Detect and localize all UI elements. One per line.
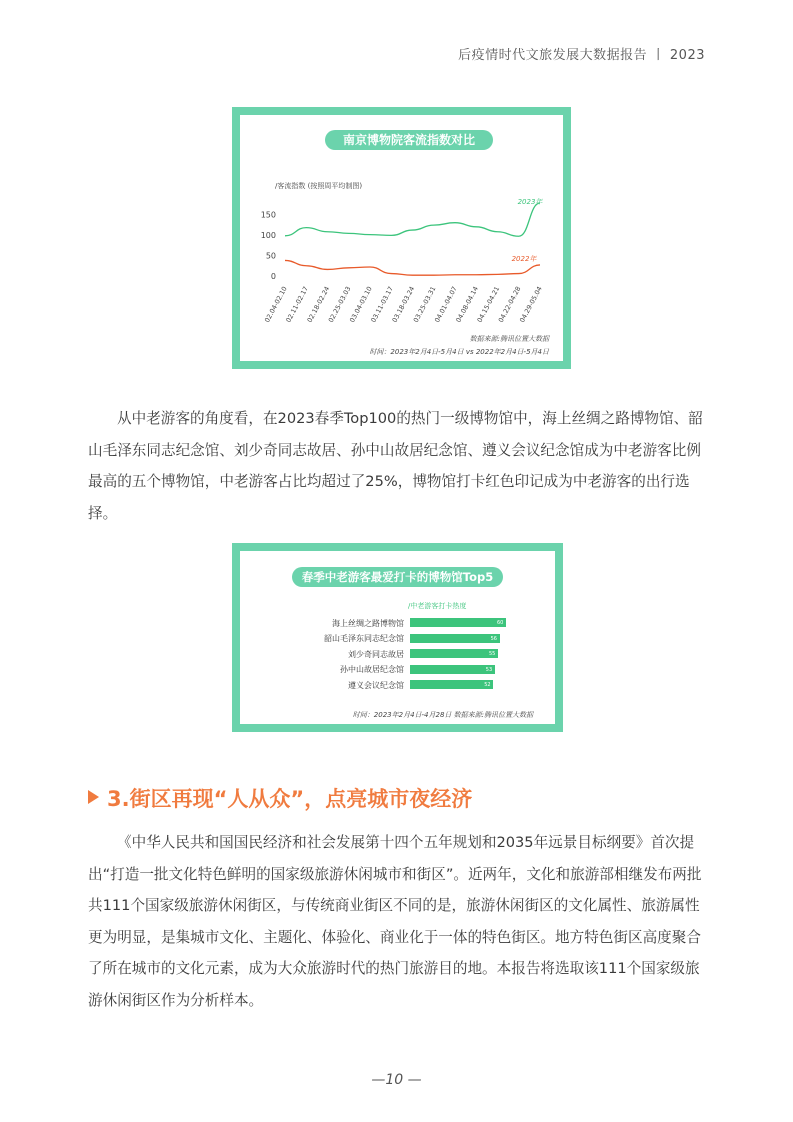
bar-value-label: 60 [497,620,504,626]
line-chart-svg [240,115,563,361]
line-chart-title: 南京博物院客流指数对比 [325,130,493,150]
x-tick-label: 02.18-02.24 [305,285,332,324]
bar-mark [410,680,493,689]
bar-value-label: 52 [484,682,491,688]
series-line-2023 [285,203,540,236]
x-tick-label: 03.18-03.24 [390,285,417,324]
bar-mark [410,634,500,643]
series-label: 2022年 [511,255,537,263]
bar-category-label: 韶山毛泽东同志纪念馆 [324,634,404,643]
bar-chart-area [240,551,555,724]
line-chart-panel [240,115,563,361]
paragraph-2-text: 《中华人民共和国国民经济和社会发展第十四个五年规划和2035年远景目标纲要》首次提出“打造一批文化特色鲜明的国家级旅游休闲城市和街区”。近两年，文化和旅游部相继发布两批共111个国家级旅游休闲街区，与传统商业街区不同的是，旅游休闲街区的文化属性、旅游属性更为明显，是集城市文化、主题化、体验化、商业化于一体的特色街区。地方特色街区高度聚合了所在城市的文化元素，成为大众旅游时代的热门旅游目的地。本报告将选取该111个国家级旅游休闲街区作为分析样本。 [88,834,702,1009]
bar-category-label: 刘少奇同志故居 [348,649,404,659]
triangle-bullet-icon [88,790,99,804]
x-tick-label: 02.04-02.10 [263,285,289,324]
bar-chart-panel [240,551,555,724]
line-chart-card [232,107,571,369]
section-title-text: 3.街区再现“人从众”，点亮城市夜经济 [107,787,473,811]
bar-mark [410,665,495,674]
x-tick-label: 04.08-04.14 [454,285,481,324]
bar-value-label: 56 [490,635,497,642]
y-tick-label: 0 [270,272,276,281]
x-tick-label: 03.25-03.31 [411,285,438,324]
bar-chart-xlabel: /中老游客打卡热度 [408,602,467,610]
page-header: 后疫情时代文旅发展大数据报告 丨 2023 [458,48,705,63]
bar-chart-card [232,543,563,732]
series-line-2022 [285,260,540,275]
page-number: —10 — [371,1072,422,1088]
line-chart-time: 时间：2023年2月4日-5月4日 vs 2022年2月4日-5月4日 [369,348,549,356]
bar-chart-title: 春季中老游客最爱打卡的博物馆Top5 [292,567,503,587]
x-tick-label: 02.11-02.17 [284,285,311,324]
paragraph-1-text: 从中老游客的角度看，在2023春季Top100的热门一级博物馆中，海上丝绸之路博物馆、韶山毛泽东同志纪念馆、刘少奇同志故居、孙中山故居纪念馆、遵义会议纪念馆成为中老游客比例最高的五个博物馆，中老游客占比均超过了25%，博物馆打卡红色印记成为中老游客的出行选择。 [88,410,703,522]
bar-category-label: 海上丝绸之路博物馆 [332,618,404,628]
bar-mark [410,618,506,627]
bar-chart-footer: 时间：2023年2月4日-4月28日 数据来源:腾讯位置大数据 [352,711,533,719]
bar-category-label: 孙中山故居纪念馆 [340,665,404,674]
bar-mark [410,649,498,658]
y-tick-label: 150 [260,210,276,220]
series-label: 2023年 [517,198,543,206]
line-chart-ylabel: /客流指数 (按照周平均制图) [275,182,363,190]
x-tick-label: 02.25-03.03 [326,285,353,324]
y-tick-label: 100 [260,231,276,240]
x-tick-label: 03.04-03.10 [348,285,374,324]
x-tick-label: 04.22-04.28 [496,285,523,324]
y-tick-label: 50 [265,251,276,261]
x-tick-label: 03.11-03.17 [369,285,396,324]
section-title [88,783,472,813]
x-tick-label: 04.15-04.21 [475,285,502,324]
bar-value-label: 53 [485,666,493,673]
bar-value-label: 55 [489,651,496,657]
x-tick-label: 04.01-04.07 [433,285,459,324]
paragraph-2 [88,827,705,1016]
paragraph-1 [88,403,705,529]
x-tick-label: 04.29-05.04 [518,285,544,324]
bar-category-label: 遵义会议纪念馆 [348,680,404,690]
line-chart-source: 数据来源:腾讯位置大数据 [469,335,549,343]
